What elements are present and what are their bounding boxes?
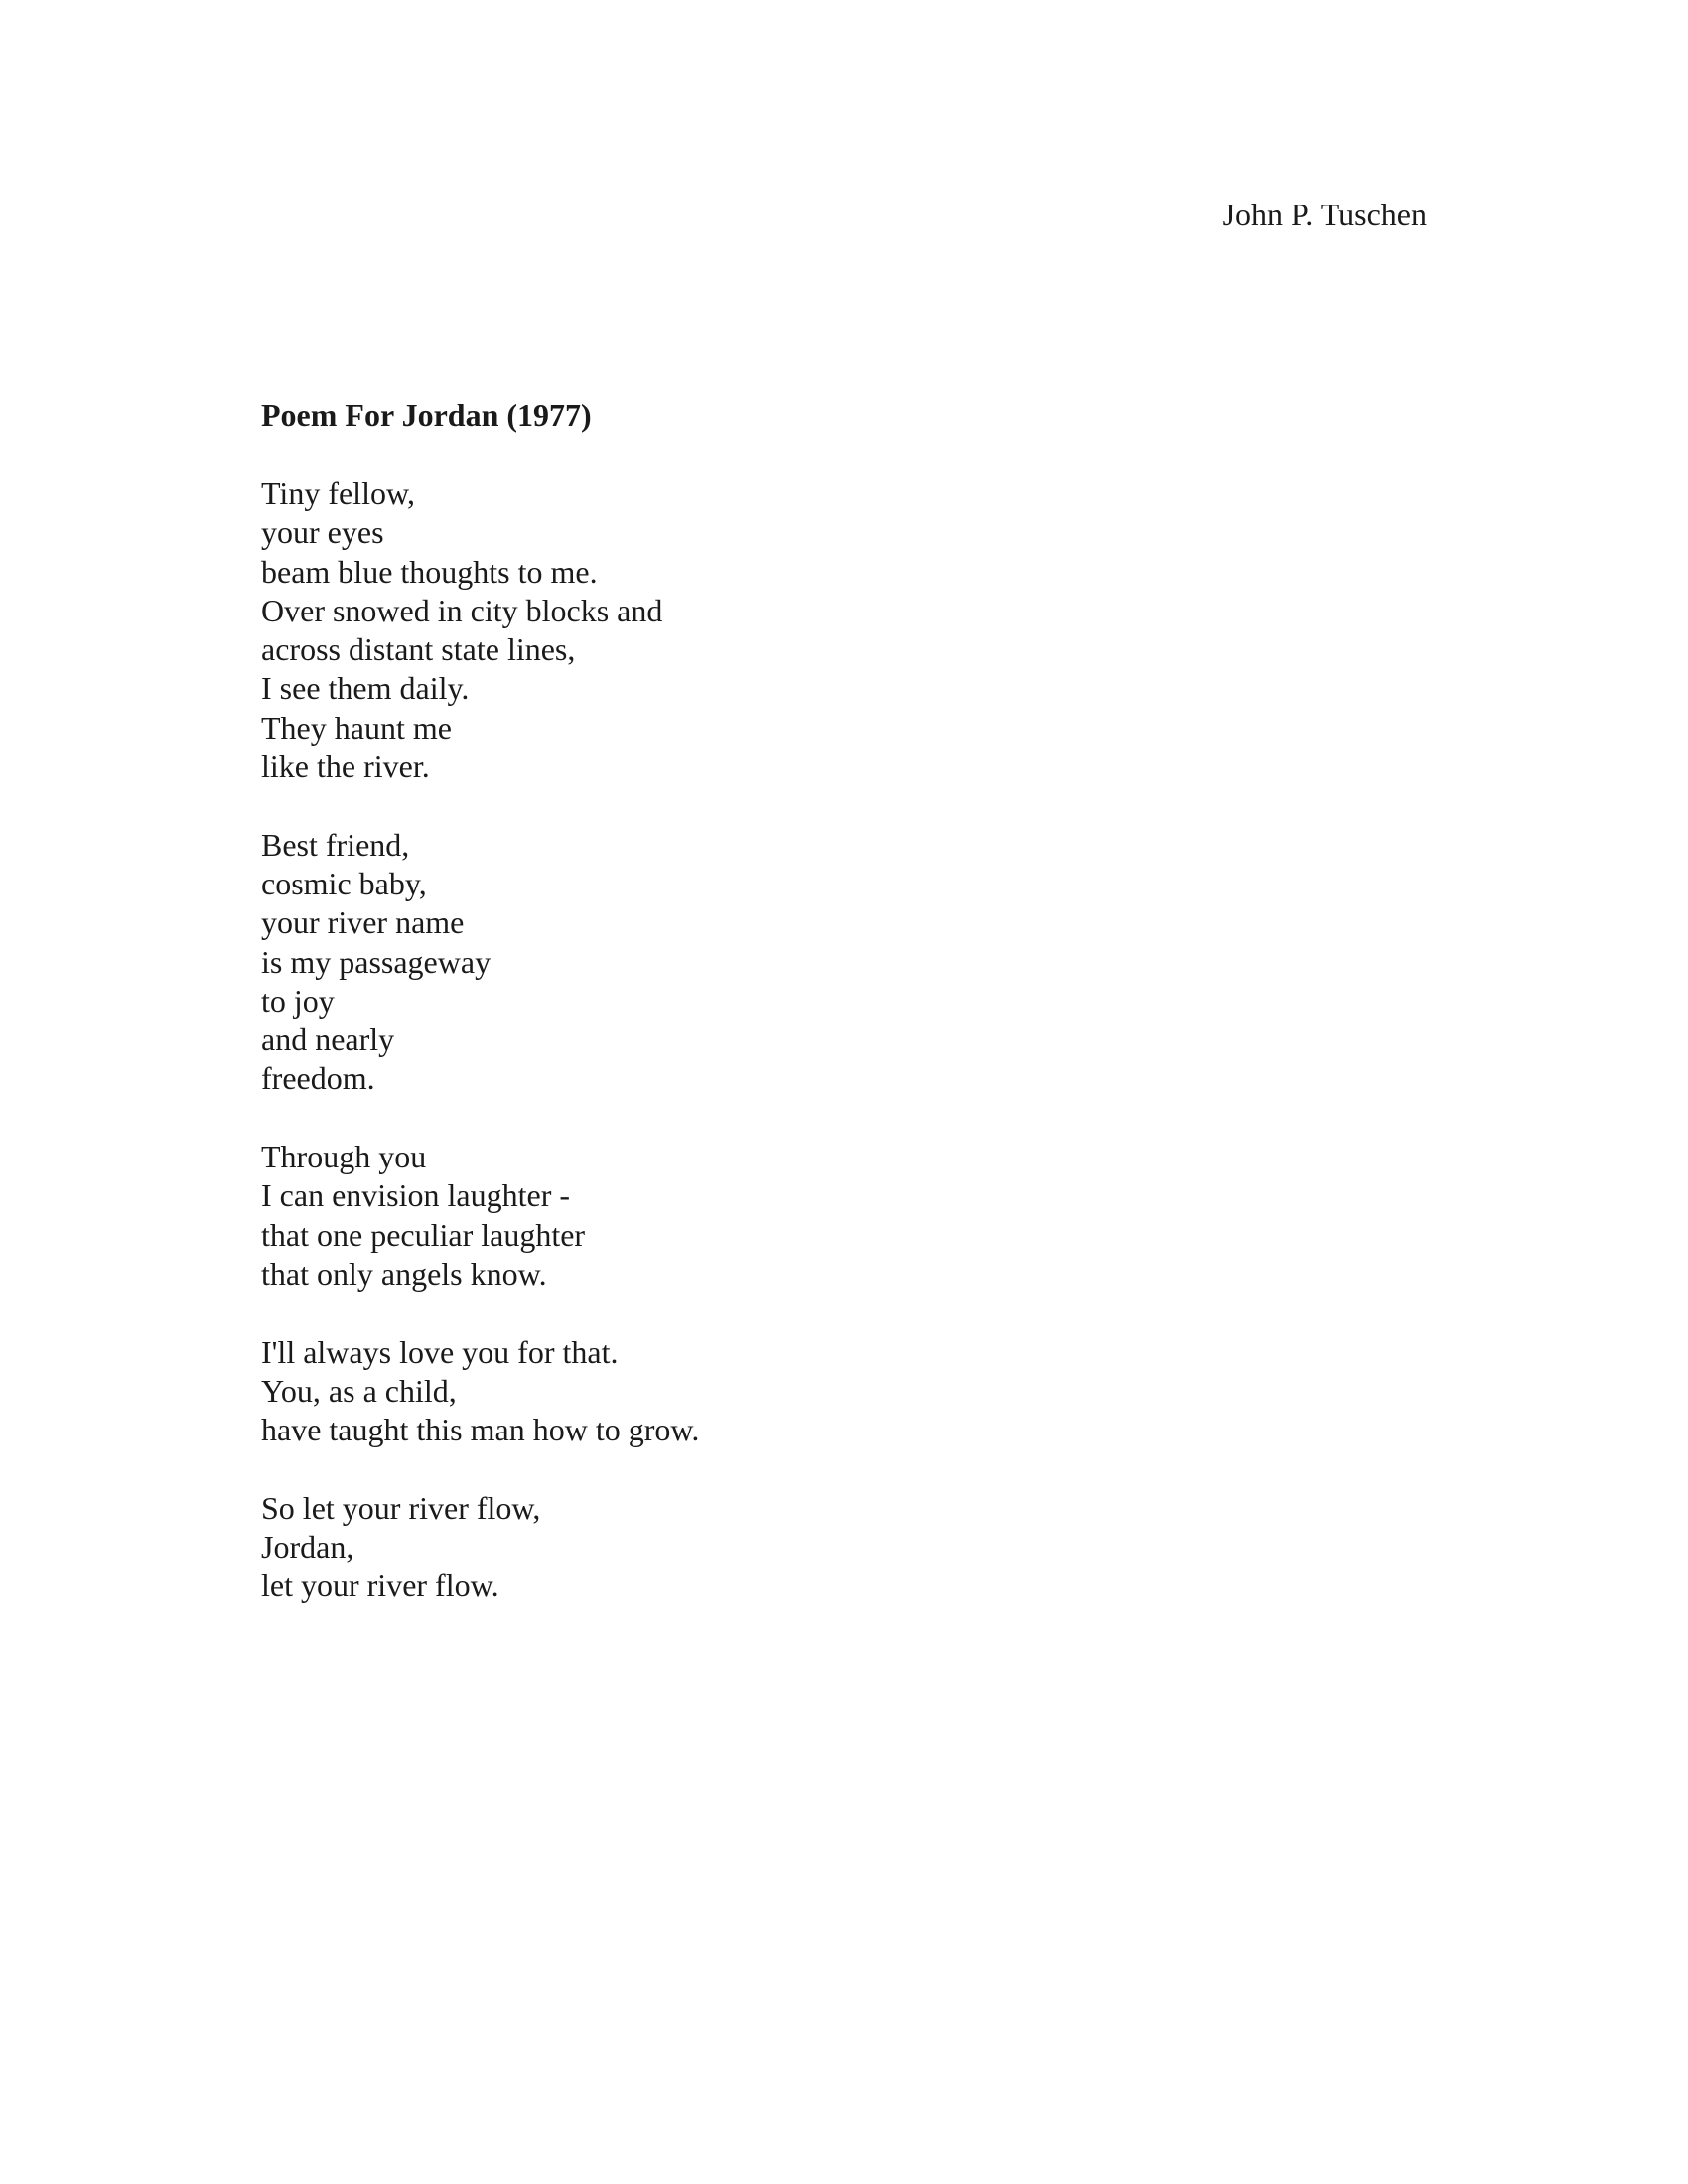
stanza-4 [261, 1333, 1155, 1450]
poem-line: freedom. [261, 1060, 375, 1097]
poem-line: So let your river flow, [261, 1489, 541, 1526]
poem-line: Best friend, [261, 826, 410, 863]
poem-line: Through you [261, 1139, 427, 1175]
poem-line: let your river flow. [261, 1568, 499, 1604]
stanza-3 [261, 1138, 1155, 1294]
poem-line: cosmic baby, [261, 865, 427, 901]
poem-line: to joy [261, 982, 335, 1019]
poem-line: have taught this man how to grow. [261, 1412, 700, 1448]
poem-line: Over snowed in city blocks and [261, 592, 663, 628]
poem-line: across distant state lines, [261, 631, 576, 668]
poem-line: beam blue thoughts to me. [261, 553, 598, 590]
poem-line: like the river. [261, 749, 430, 785]
poem-line: I'll always love you for that. [261, 1333, 619, 1370]
poem-title: Poem For Jordan (1977) [261, 397, 592, 433]
stanza-2 [261, 826, 1155, 1099]
poem-line: You, as a child, [261, 1372, 457, 1409]
poem-line: They haunt me [261, 709, 452, 746]
poem-line: I can envision laughter - [261, 1177, 570, 1214]
poem-line: Tiny fellow, [261, 476, 415, 511]
poem-line: that only angels know. [261, 1255, 547, 1292]
stanza-5 [261, 1489, 1155, 1606]
poem-line: that one peculiar laughter [261, 1216, 586, 1253]
poem-body [261, 475, 1155, 1645]
poem-line: your eyes [261, 514, 384, 551]
author-name: John P. Tuschen [1222, 197, 1427, 232]
poem-line: is my passageway [261, 943, 492, 980]
poem-line: Jordan, [261, 1529, 354, 1566]
poem-line: I see them daily. [261, 670, 470, 707]
stanza-1 [261, 475, 1155, 786]
poem-line: your river name [261, 904, 465, 941]
poem-line: and nearly [261, 1022, 395, 1058]
